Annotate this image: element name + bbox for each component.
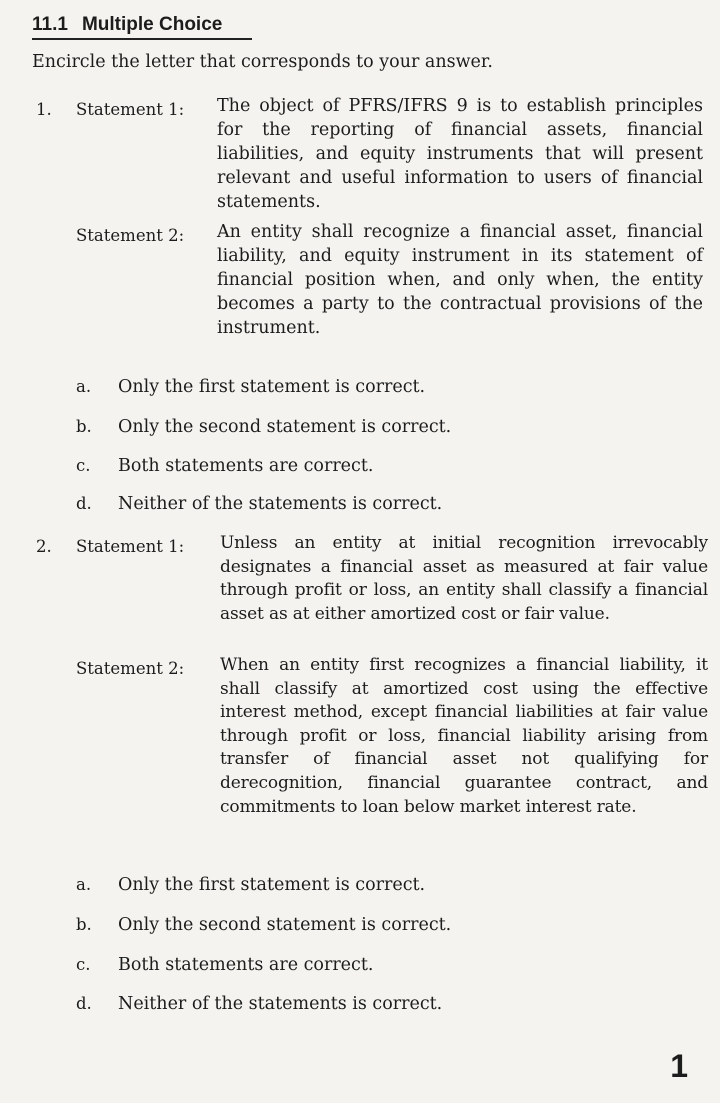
q2-option-a[interactable]	[76, 875, 425, 895]
q1-option-a[interactable]	[76, 377, 425, 397]
q2-statement-1-text: Unless an entity at initial recognition irrevocably designates a financial asset as measured at fair value through profit or loss, an entity shall classify a financial asset as at either amortized cost or fair value.	[220, 533, 708, 624]
option-text: Only the second statement is correct.	[118, 417, 452, 437]
q1-statement-2-text: An entity shall recognize a financial asset, financial liability, and equity instrument in its statement of financial position when, and only when, the entity becomes a party to the contractual provisions of the instrument.	[217, 222, 703, 338]
q1-statement-1-label: Statement 1:	[76, 100, 185, 119]
q2-option-b[interactable]	[76, 915, 451, 935]
q2-statement-2-text: When an entity first recognizes a financial liability, it shall classify at amortized cost using the effective interest method, except financial liabilities at fair value through profit or loss, financial liability arising from transfer of financial asset not qualifying for derecognition, financial guarantee contract, and commitments to loan below market interest rate.	[220, 655, 708, 817]
q1-option-c[interactable]	[76, 456, 373, 476]
option-letter: d.	[76, 494, 92, 513]
option-text: Neither of the statements is correct.	[118, 494, 443, 514]
option-letter: b.	[76, 915, 92, 934]
section-number: 11.1	[32, 14, 68, 35]
question-2-number: 2.	[36, 537, 52, 556]
option-letter: a.	[76, 377, 92, 396]
page-number: 1	[670, 1048, 688, 1084]
q2-option-c[interactable]	[76, 955, 373, 975]
option-text: Only the first statement is correct.	[118, 875, 426, 895]
option-text: Neither of the statements is correct.	[118, 994, 443, 1014]
question-1-number: 1.	[36, 100, 52, 119]
q1-statement-1-text: The object of PFRS/IFRS 9 is to establish principles for the reporting of financial assets, financial liabilities, and equity instruments that will present relevant and useful information to users of financial statements.	[217, 96, 703, 212]
q1-statement-2-label: Statement 2:	[76, 226, 185, 245]
option-text: Only the second statement is correct.	[118, 915, 452, 935]
section-heading	[32, 14, 252, 40]
option-letter: b.	[76, 417, 92, 436]
q2-option-d[interactable]	[76, 994, 442, 1014]
option-text: Both statements are correct.	[118, 955, 374, 975]
instructions: Encircle the letter that corresponds to your answer.	[32, 52, 493, 72]
option-letter: c.	[76, 955, 91, 974]
section-title: Multiple Choice	[81, 14, 223, 35]
q2-statement-1-label: Statement 1:	[76, 537, 185, 556]
q1-option-d[interactable]	[76, 494, 442, 514]
option-letter: c.	[76, 456, 91, 475]
q1-option-b[interactable]	[76, 417, 451, 437]
q2-statement-2-label: Statement 2:	[76, 659, 185, 678]
option-letter: d.	[76, 994, 92, 1013]
option-letter: a.	[76, 875, 92, 894]
option-text: Both statements are correct.	[118, 456, 374, 476]
option-text: Only the first statement is correct.	[118, 377, 426, 397]
